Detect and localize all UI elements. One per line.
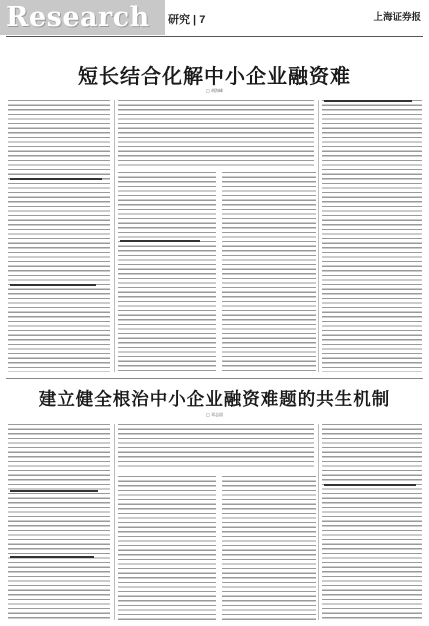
article-1-column-1 [8,100,110,372]
article-1-column-3 [222,172,316,372]
column-divider [114,100,115,372]
article-2-subhead-3 [324,484,416,486]
article-2-lead [118,424,314,470]
article-2-subhead-1 [10,490,98,492]
article-1-lead [118,100,314,166]
article-1-column-1-text [8,100,110,372]
column-divider [114,424,115,620]
article-2-title: 建立健全根治中小企业融资难题的共生机制 [38,390,391,410]
section-name: 研究 | 7 [168,14,206,26]
article-separator [6,378,423,379]
page-header [0,0,429,35]
article-1-column-3-text [222,172,316,372]
article-1-column-2-text [118,172,216,372]
article-2-column-3-text [222,476,316,620]
article-2-subhead-2 [10,556,94,558]
article-2-column-1 [8,424,110,620]
article-2-column-2-text [118,476,216,620]
article-1-subhead-1 [10,178,102,180]
article-2-lead-text [118,424,314,470]
article-2-column-1-text [8,424,110,620]
article-1-subhead-2 [10,284,96,286]
newspaper-brand: 上海证券报 [373,12,421,23]
article-2-column-3 [222,476,316,620]
article-2-column-2 [118,476,216,620]
article-2-byline: □ 邓志国 [205,412,224,417]
article-1-lead-text [118,100,314,166]
header-rule [6,36,423,37]
article-2-column-4-text [322,424,422,620]
article-1-column-4 [322,100,422,372]
column-divider [318,424,319,620]
article-1-title: 短长结合化解中小企业融资难 [78,64,351,88]
article-1-column-4-text [322,100,422,372]
article-1-subhead-3 [120,240,200,242]
section-word: Research [6,2,150,33]
column-divider [318,100,319,372]
article-1-column-2 [118,172,216,372]
article-2-column-4 [322,424,422,620]
article-1-subhead-4 [324,100,412,102]
article-1-byline: □ 胡海峰 [205,88,224,93]
